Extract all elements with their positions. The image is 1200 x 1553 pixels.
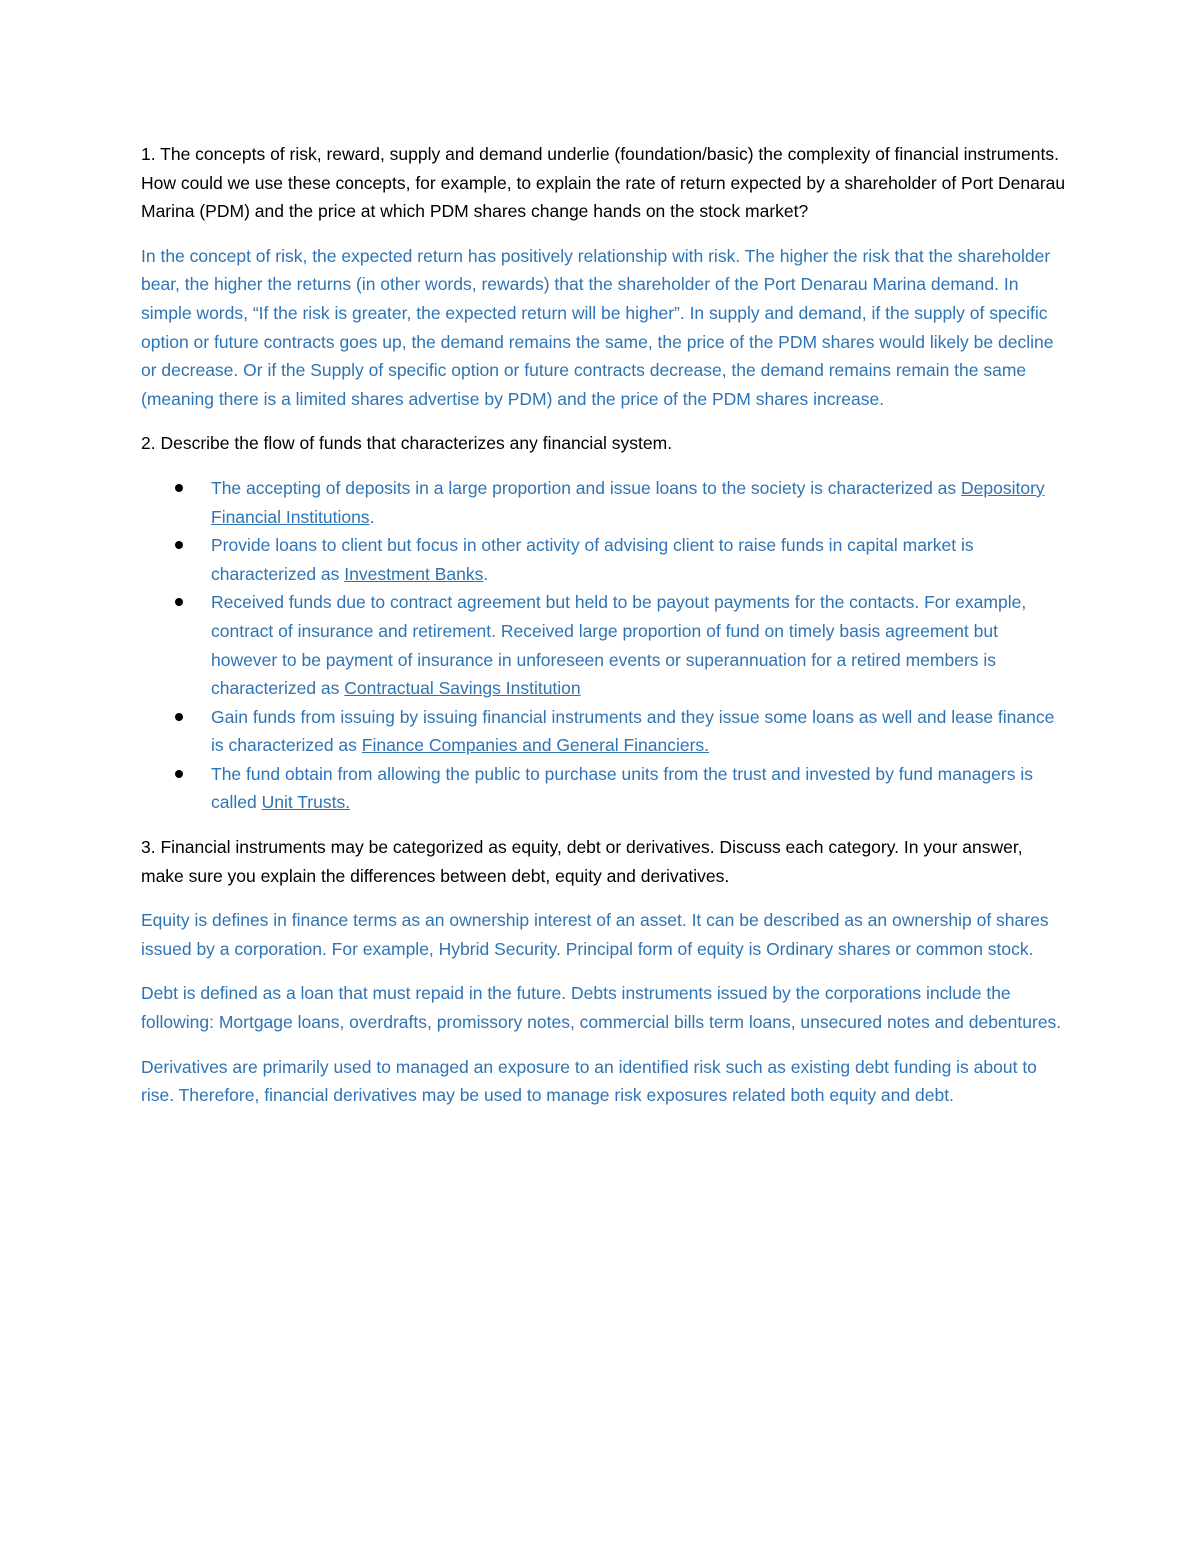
term-link: Contractual Savings Institution	[344, 678, 581, 699]
list-item-text: Gain funds from issuing by issuing financial instruments and they issue some loans as well and lease finance is characterized as	[211, 706, 1055, 756]
bullet-icon	[175, 713, 183, 721]
bullet-icon	[175, 484, 183, 492]
question-3: 3. Financial instruments may be categorized as equity, debt or derivatives. Discuss each category. In your answer, make sure you explain the differences between debt, equity and derivatives.	[141, 837, 1023, 886]
list-item	[141, 760, 1066, 817]
bullet-icon	[175, 541, 183, 549]
answer-equity: Equity is defines in finance terms as an ownership interest of an asset. It can be described as an ownership of shares issued by a corporation. For example, Hybrid Security. Principal form of equity is Ordinary shares or common stock.	[141, 910, 1049, 959]
list-item	[141, 588, 1066, 702]
list-item-suffix: .	[369, 506, 375, 527]
bullet-icon	[175, 770, 183, 778]
answer-debt: Debt is defined as a loan that must repaid in the future. Debts instruments issued by the corporations include the following: Mortgage loans, overdrafts, promissory notes, commercial bills term loans, unsecured notes and debentures.	[141, 983, 1062, 1033]
list-item-text: The fund obtain from allowing the public to purchase units from the trust and invested by fund managers is called	[211, 763, 1033, 813]
term-link: Investment Banks	[344, 563, 484, 584]
bullet-icon	[175, 598, 183, 606]
flow-of-funds-list	[141, 474, 1066, 817]
document-page	[141, 140, 1066, 1126]
answer-1: In the concept of risk, the expected return has positively relationship with risk. The higher the risk that the shareholder bear, the higher the returns (in other words, rewards) that the shareholder of the Port Denarau Marina demand. In simple words, “If the risk is greater, the expected return will be higher”. In supply and demand, if the supply of specific option or future contracts goes up, the demand remains the same, the price of the PDM shares would likely be decline or decrease. Or if the Supply of specific option or future contracts decrease, the demand remains remain the same (meaning there is a limited shares advertise by PDM) and the price of the PDM shares increase.	[141, 245, 1054, 409]
question-1: 1. The concepts of risk, reward, supply and demand underlie (foundation/basic) the complexity of financial instruments. How could we use these concepts, for example, to explain the rate of return expected by a shareholder of Port Denarau Marina (PDM) and the price at which PDM shares change hands on the stock market?	[141, 144, 1066, 222]
list-item-text: Provide loans to client but focus in other activity of advising client to raise funds in capital market is characterized as	[211, 535, 974, 584]
question-2: 2. Describe the flow of funds that characterizes any financial system.	[141, 433, 673, 454]
list-item-text: Received funds due to contract agreement but held to be payout payments for the contacts. For example, contract of insurance and retirement. Received large proportion of fund on timely basis agreement but however to be payment of insurance in unforeseen events or superannuation for a retired members is characterized as	[211, 592, 1027, 699]
term-link: Depository Financial Institutions	[211, 477, 1045, 527]
answer-derivatives: Derivatives are primarily used to managed an exposure to an identified risk such as existing debt funding is about to rise. Therefore, financial derivatives may be used to manage risk exposures related both equity and debt.	[141, 1056, 1037, 1106]
list-item	[141, 703, 1066, 760]
term-link: Finance Companies and General Financiers.	[361, 735, 710, 756]
list-item-text: The accepting of deposits in a large proportion and issue loans to the society is characterized as	[211, 477, 962, 498]
list-item	[141, 474, 1066, 531]
term-link: Unit Trusts.	[261, 792, 351, 813]
list-item-suffix: .	[483, 563, 489, 584]
list-item	[141, 531, 1066, 588]
